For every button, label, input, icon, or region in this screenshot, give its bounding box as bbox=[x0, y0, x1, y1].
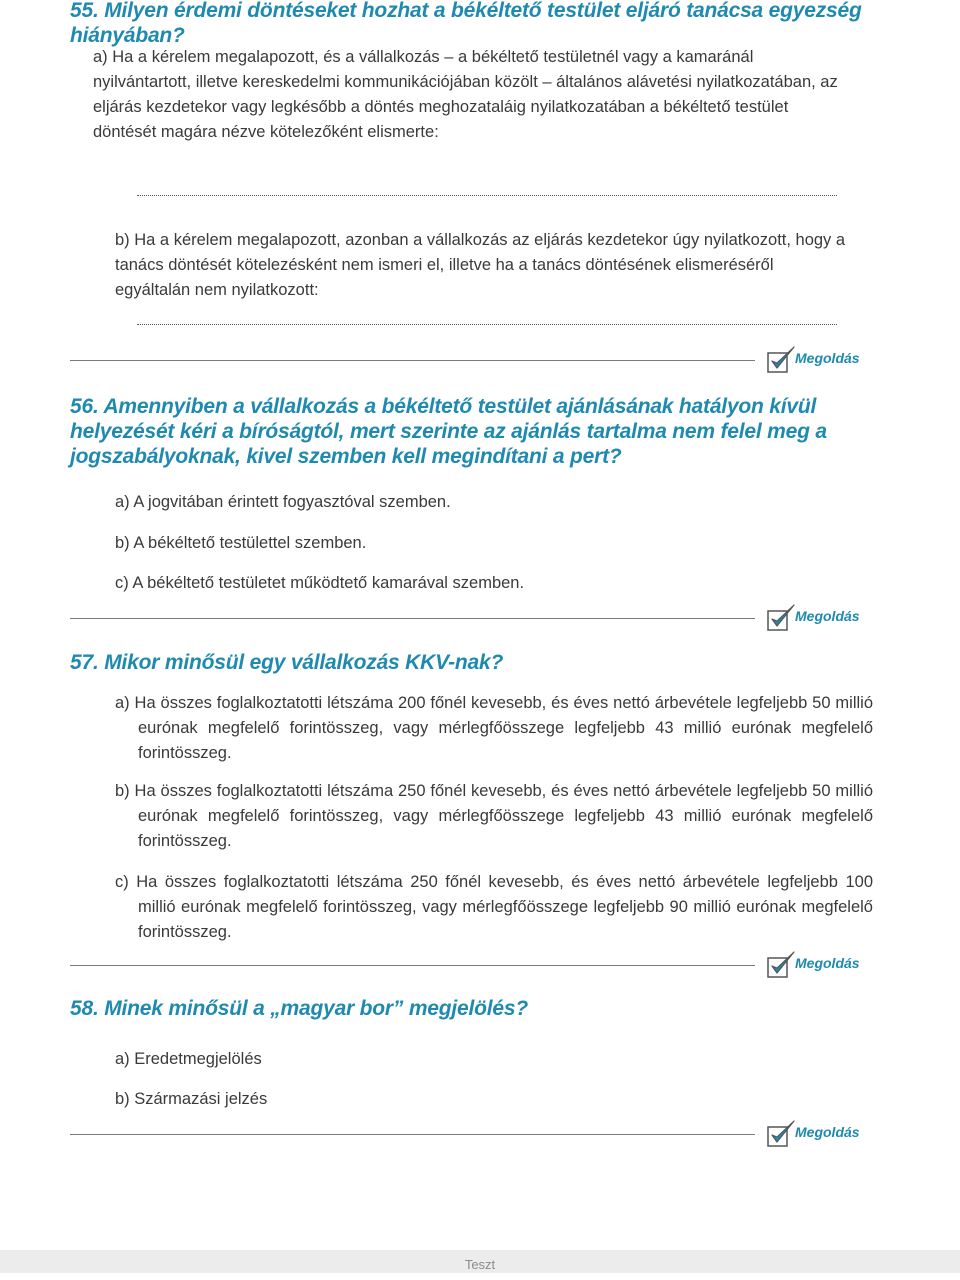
solution-link[interactable] bbox=[70, 604, 860, 632]
question-57-title: 57. Mikor minősül egy vállalkozás KKV-nak? bbox=[70, 651, 504, 674]
footer-label: Teszt bbox=[464, 1257, 496, 1272]
question-57-option-b: b) Ha összes foglalkoztatotti létszáma 250 főnél kevesebb, és éves nettó árbevétele legfeljebb 50 millió eurónak megfelelő forintösszeg, vagy mérlegfőösszege legfeljebb 43 millió eurónak megfelelő forintösszeg. bbox=[115, 782, 873, 850]
solution-link[interactable] bbox=[70, 951, 860, 979]
question-55-title: 55. Milyen érdemi döntéseket hozhat a békéltető testület eljáró tanácsa egyezség hiányában? bbox=[70, 0, 862, 47]
divider bbox=[70, 965, 755, 966]
divider bbox=[70, 360, 755, 361]
page-footer bbox=[0, 1250, 960, 1273]
question-55-option-a: a) Ha a kérelem megalapozott, és a vállalkozás – a békéltető testületnél vagy a kamaránál nyilvántartott, illetve kereskedelmi kommunikációjában közölt – általános alávetési nyilatkozatában, az eljárás kezdetekor vagy legkésőbb a döntés meghozataláig nyilatkozatában a békéltető testület döntését magára nézve kötelezőként elismerte: bbox=[93, 48, 838, 141]
answer-blank-line[interactable] bbox=[137, 322, 837, 325]
question-57-option-c: c) Ha összes foglalkoztatotti létszáma 250 főnél kevesebb, és éves nettó árbevétele legfeljebb 100 millió eurónak megfelelő forintösszeg, vagy mérlegfőösszege legfeljebb 90 millió eurónak megfelelő forintösszeg. bbox=[115, 873, 873, 941]
divider bbox=[70, 618, 755, 619]
check-box-icon bbox=[767, 604, 797, 632]
solution-label[interactable]: Megoldás bbox=[795, 1124, 860, 1140]
question-58-option-a: a) Eredetmegjelölés bbox=[115, 1050, 262, 1068]
answer-blank-line[interactable] bbox=[137, 193, 837, 196]
solution-label[interactable]: Megoldás bbox=[795, 350, 860, 366]
check-box-icon bbox=[767, 1120, 797, 1148]
question-57-option-a: a) Ha összes foglalkoztatotti létszáma 200 főnél kevesebb, és éves nettó árbevétele legfeljebb 50 millió eurónak megfelelő forintösszeg, vagy mérlegfőösszege legfeljebb 43 millió eurónak megfelelő forintösszeg. bbox=[115, 694, 873, 762]
divider bbox=[70, 1134, 755, 1135]
solution-label[interactable]: Megoldás bbox=[795, 955, 860, 971]
solution-link[interactable] bbox=[70, 346, 860, 374]
question-58-option-b: b) Származási jelzés bbox=[115, 1090, 268, 1108]
question-56-option-c: c) A békéltető testületet működtető kamarával szemben. bbox=[115, 574, 525, 592]
solution-link[interactable] bbox=[70, 1120, 860, 1148]
question-56-option-b: b) A békéltető testülettel szemben. bbox=[115, 534, 367, 552]
question-56-option-a: a) A jogvitában érintett fogyasztóval szemben. bbox=[115, 493, 451, 511]
solution-label[interactable]: Megoldás bbox=[795, 608, 860, 624]
check-box-icon bbox=[767, 951, 797, 979]
check-box-icon bbox=[767, 346, 797, 374]
question-56-title: 56. Amennyiben a vállalkozás a békéltető testület ajánlásának hatályon kívül helyezését kéri a bíróságtól, mert szerinte az ajánlás tartalma nem felel meg a jogszabályoknak, kivel szemben kell megindítani a pert? bbox=[70, 395, 827, 468]
question-58-title: 58. Minek minősül a „magyar bor” megjelölés? bbox=[70, 997, 529, 1020]
question-55-option-b: b) Ha a kérelem megalapozott, azonban a vállalkozás az eljárás kezdetekor úgy nyilatkozott, hogy a tanács döntését kötelezésként nem ismeri el, illetve ha a tanács döntésének elismeréséről egyáltalán nem nyilatkozott: bbox=[115, 231, 846, 299]
